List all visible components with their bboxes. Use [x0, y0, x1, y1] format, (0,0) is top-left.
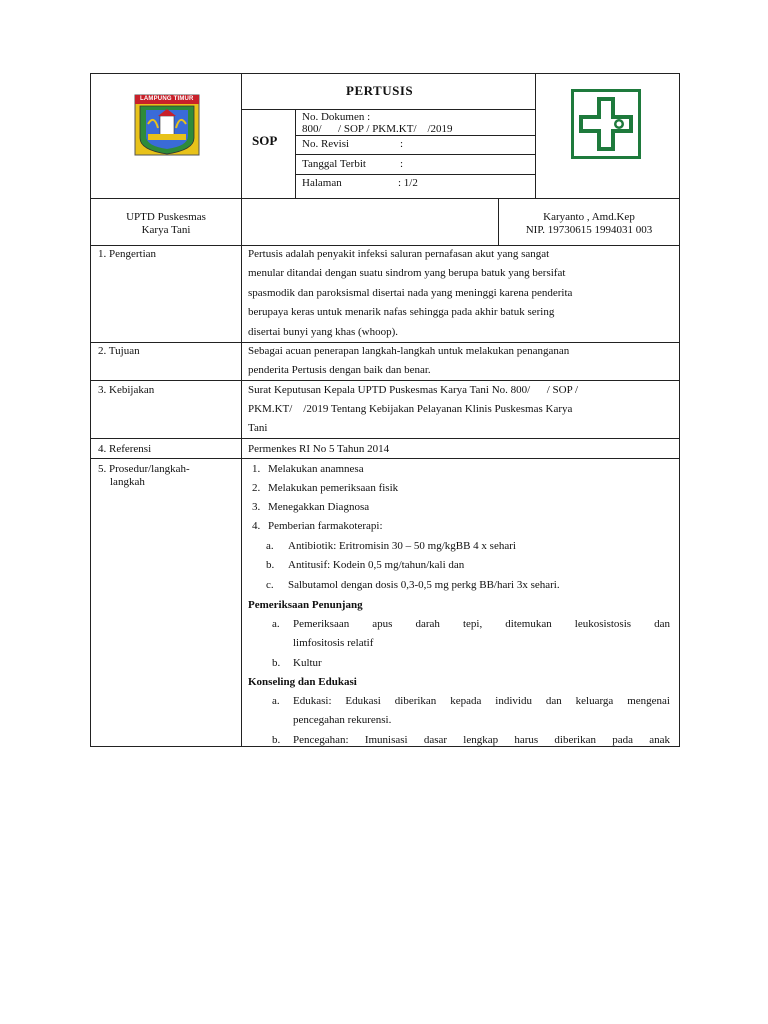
farmako-text: Antitusif: Kodein 0,5 mg/tahun/kali dan: [288, 559, 465, 571]
pengertian-line: disertai bunyi yang khas (whoop).: [248, 326, 398, 338]
pengertian-line: Pertusis adalah penyakit infeksi saluran pernafasan akut yang sangat: [248, 248, 550, 260]
penunjang-letter: b.: [272, 657, 281, 669]
lampung-timur-emblem-icon: [134, 94, 200, 156]
kebijakan-line: PKM.KT/ /2019 Tentang Kebijakan Pelayanan Klinis Puskesmas Karya: [248, 403, 573, 415]
prosedur-label: langkah: [110, 476, 145, 488]
step-number: 2.: [252, 482, 261, 494]
step-text: Menegakkan Diagnosa: [268, 501, 370, 513]
sop-cell: [241, 109, 296, 199]
tanggal-terbit-colon: :: [400, 158, 404, 170]
prosedur-label: 5. Prosedur/langkah-: [98, 463, 190, 475]
document-title: PERTUSIS: [346, 83, 414, 98]
body-label-column: [90, 245, 242, 747]
penunjang-letter: a.: [272, 618, 280, 630]
signer-nip: NIP. 19730615 1994031 003: [525, 224, 653, 236]
farmako-letter: a.: [266, 540, 274, 552]
referensi-text: Permenkes RI No 5 Tahun 2014: [248, 443, 390, 455]
pengertian-line: berupaya keras untuk menarik nafas sehingga pada akhir batuk sering: [248, 306, 555, 318]
signer-name: Karyanto , Amd.Kep: [543, 211, 635, 223]
no-dokumen-value: 800/ / SOP / PKM.KT/ /2019: [302, 123, 453, 135]
no-dokumen-label: No. Dokumen :: [302, 111, 371, 123]
tanggal-terbit-label: Tanggal Terbit: [302, 158, 366, 170]
step-number: 3.: [252, 501, 261, 513]
farmako-letter: b.: [266, 559, 275, 571]
org-name-line2: Karya Tani: [141, 224, 191, 236]
konseling-text: Pencegahan: Imunisasi dasar lengkap harus diberikan pada anak: [293, 734, 670, 746]
halaman-label: Halaman: [302, 177, 342, 189]
konseling-letter: a.: [272, 695, 280, 707]
emblem-banner-text: LAMPUNG TIMUR: [140, 96, 194, 102]
konseling-text: pencegahan rekurensi.: [293, 714, 392, 726]
farmako-text: Salbutamol dengan dosis 0,3-0,5 mg perkg BB/hari 3x sehari.: [288, 579, 560, 591]
kebijakan-label: 3. Kebijakan: [98, 384, 155, 396]
konseling-letter: b.: [272, 734, 281, 746]
konseling-heading: Konseling dan Edukasi: [248, 676, 357, 688]
step-text: Pemberian farmakoterapi:: [268, 520, 383, 532]
step-number: 1.: [252, 463, 261, 475]
step-number: 4.: [252, 520, 261, 532]
pengertian-line: spasmodik dan paroksismal disertai nada yang meninggi karena penderita: [248, 287, 573, 299]
konseling-text: Edukasi: Edukasi diberikan kepada individu dan keluarga mengenai: [293, 695, 670, 707]
halaman-value: : 1/2: [398, 177, 418, 189]
penunjang-heading: Pemeriksaan Penunjang: [248, 599, 363, 611]
penunjang-text: Pemeriksaan apus darah tepi, ditemukan leukosistosis dan: [293, 618, 670, 630]
no-revisi-colon: :: [400, 138, 404, 150]
kebijakan-line: Tani: [248, 422, 268, 434]
step-text: Melakukan anamnesa: [268, 463, 364, 475]
kebijakan-line: Surat Keputusan Kepala UPTD Puskesmas Karya Tani No. 800/ / SOP /: [248, 384, 579, 396]
puskesmas-cross-icon: [571, 89, 641, 159]
penunjang-text: limfositosis relatif: [293, 637, 374, 649]
farmako-text: Antibiotik: Eritromisin 30 – 50 mg/kgBB 4 x sehari: [288, 540, 516, 552]
step-text: Melakukan pemeriksaan fisik: [268, 482, 399, 494]
penunjang-text: Kultur: [293, 657, 322, 669]
sop-label: SOP: [252, 133, 278, 148]
tujuan-label: 2. Tujuan: [98, 345, 140, 357]
referensi-label: 4. Referensi: [98, 443, 152, 455]
no-revisi-label: No. Revisi: [302, 138, 350, 150]
pengertian-line: menular ditandai dengan suatu sindrom yang berupa batuk yang bersifat: [248, 267, 566, 279]
org-name-line1: UPTD Puskesmas: [126, 211, 206, 223]
tujuan-line: penderita Pertusis dengan baik dan benar.: [248, 364, 431, 376]
farmako-letter: c.: [266, 579, 274, 591]
tujuan-line: Sebagai acuan penerapan langkah-langkah untuk melakukan penanganan: [248, 345, 570, 357]
pengertian-label: 1. Pengertian: [98, 248, 157, 260]
